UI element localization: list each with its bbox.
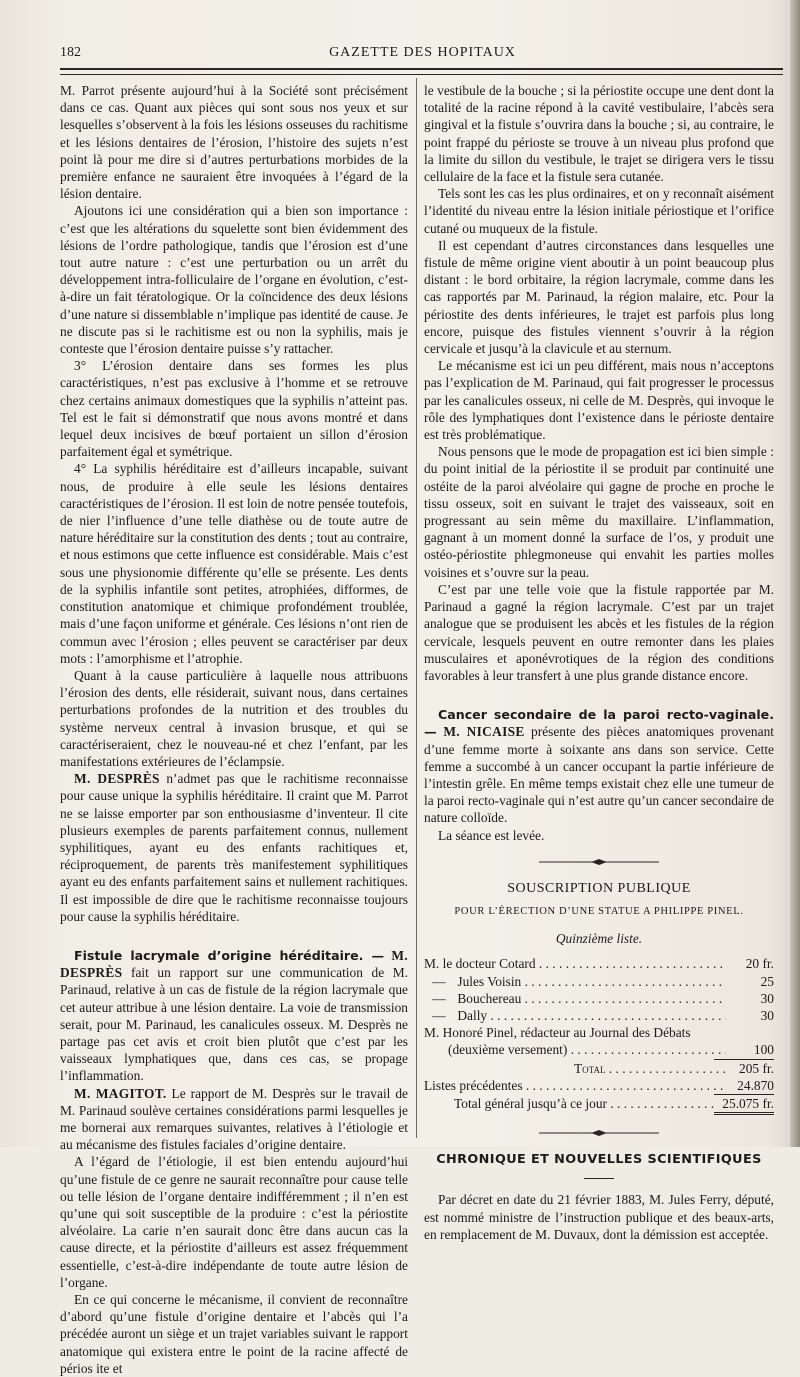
grand-total-amount: 25.075 fr. — [722, 1095, 774, 1111]
section-fistule — [60, 947, 408, 1377]
section-cancer — [424, 706, 774, 844]
section-paragraph — [424, 706, 774, 826]
page-number: 182 — [60, 45, 81, 60]
paragraph — [60, 770, 408, 925]
donor-row — [424, 973, 774, 990]
speaker-name: M. DESPRÈS — [60, 947, 408, 981]
previous-label: Listes précédentes . . . — [424, 1077, 726, 1094]
paragraph: Quant à la cause particulière à laquelle nous attribuons l’érosion des dents, elle résiderait, suivant nous, dans certaines perturbations profondes de la nutrition et des troubles du système nerveux central à invasion brusque, et qui se caractériseraient, chez le nouveau-né et chez l’enfant, par les manifestations extérieures de l’éclampsie. — [60, 667, 408, 769]
header-rule — [60, 68, 783, 75]
paragraph: M. Parrot présente aujourd’hui à la Société sont précisément dans ce cas. Quant aux pièces qui sont sous nos yeux et sur lesquelles s’observent à la fois les lésions osseuses du rachitisme et les lésions dentaires de l’érosion, l’histoire des sujets n’est point là pour me dire si d’autres perturbations morbides de la première enfance ne sauraient être invoquées à l’égard de la lésion dentaire. — [60, 83, 408, 202]
section-title: Fistule lacrymale d’origine héréditaire. — — [74, 947, 385, 963]
subscription-subtitle: POUR L’ÉRECTION D’UNE STATUE A PHILIPPE PINEL. — [454, 905, 744, 917]
paragraph — [60, 1085, 408, 1154]
page-edge — [790, 0, 800, 1147]
donor-row — [424, 990, 774, 1007]
grand-total-row — [424, 1095, 774, 1112]
paragraph-text: présente des pièces anatomiques provenant d’une femme morte à soixante ans dans son service. Cette femme a succombé à un cancer occupant la partie inférieure de l’intestin grêle. En même temps existait chez elle une tumeur de la paroi recto-vaginale qui n’est autre qu’un cancer secondaire de nature colloïde. — [424, 724, 774, 826]
paragraph: le vestibule de la bouche ; si la périostite occupe une dent dont la totalité de la racine répond à la cavité vestibulaire, l’abcès sera gingival et la fistule s’ouvrira dans la bouche ; si, au contraire, le point frappé du périoste se trouve à un niveau plus profond que la limite du sillon du vestibule, le trajet se dirigera vers le tissu cellulaire de la face et la fistule sera cutanée. — [424, 83, 774, 185]
donor-name: — Dally . . . — [424, 1007, 726, 1024]
donor-amount: 30 — [760, 1007, 774, 1023]
list-title: Quinzième liste. — [555, 931, 643, 947]
previous-amount: 24.870 — [737, 1077, 774, 1093]
chronique-title: CHRONIQUE ET NOUVELLES SCIENTIFIQUES — [436, 1152, 762, 1168]
donor-amount: 100 — [753, 1042, 774, 1058]
donor-row — [424, 1041, 774, 1058]
ornament-divider — [539, 858, 659, 866]
ornament-divider — [539, 1129, 659, 1137]
paragraph: Par décret en date du 21 février 1883, M. Jules Ferry, député, est nommé ministre de l’instruction publique et des beaux-arts, en remplacement de M. Duvaux, dont la démission est acceptée. — [424, 1192, 774, 1242]
right-column — [424, 82, 774, 1243]
section-title: Cancer secondaire de la paroi recto-vaginale. — — [424, 707, 774, 740]
subscription-title: SOUSCRIPTION PUBLIQUE — [507, 880, 691, 896]
paragraph: Tels sont les cas les plus ordinaires, et on y reconnaît aisément l’identité du niveau entre la lésion initiale périostique et l’orifice cutané ou muqueux de la fistule. — [424, 186, 774, 236]
donor-name: M. le docteur Cotard . . . — [424, 955, 726, 972]
donor-pinel-line1: M. Honoré Pinel, rédacteur au Journal des Débats — [424, 1025, 691, 1041]
paragraph: Le mécanisme est ici un peu différent, mais nous n’acceptons pas l’explication de M. Parinaud, qui fait progresser le processus par les canalicules osseux, ni celle de M. Desprès, qui invoque le rôle des lymphatiques dont l’existence dans le périoste dentaire est très problématique. — [424, 358, 774, 443]
paragraph: En ce qui concerne le mécanisme, il convient de reconnaître d’abord qu’une fistule d’origine dentaire et l’abcès qui l’a précédée auront un siège et un trajet variables suivant le rapport anatomique qui existera entre le point de la racine affecté de périos ite et — [60, 1292, 408, 1376]
speaker-name: M. NICAISE — [436, 724, 525, 740]
paragraph: 3° L’érosion dentaire dans ses formes les plus caractéristiques, n’est pas exclusive à l’homme et se retrouve chez certains animaux domestiques que la syphilis n’atteint pas. Tel est le fait si démonstratif que nous avons montré et dans lequel deux incisives de bœuf portaient un sillon d’érosion parfaitement égal et symétrique. — [60, 358, 408, 460]
short-rule — [584, 1178, 614, 1179]
paragraph: 4° La syphilis héréditaire est d’ailleurs incapable, suivant nous, de produire à elle seule les lésions dentaires caractéristiques de l’érosion. Il est loin de notre pensée toutefois, de nier l’influence d’une telle diathèse ou de toute autre de nature héréditaire sur la constitution des dents ; tout au contraire, et nous estimons que cette influence est considérable. Mais c’est sous une physionomie différente qu’elle se présente. Les dents de la syphilis infantile sont petites, atrophiées, difformes, de constitution anatomique et chimique profondément troublée, mais d’une façon uniforme et générale. Ces lésions n’ont rien de commun avec l’érosion ; elles peuvent se caractériser par deux mots : l’amorphisme et l’atrophie. — [60, 461, 408, 666]
paragraph: A l’égard de l’étiologie, il est bien entendu aujourd’hui qu’une fistule de ce genre ne saurait reconnaître pour cause telle ou telle lésion de l’organe dentaire indifféremment ; il n’en est qu’une qui soit susceptible de la produire : c’est la périostite alvéolaire. La carie n’en saurait donc être dans aucun cas la cause directe, et la périostite d’ailleurs est assez fréquemment essentielle, c’est-à-dire indépendante de toute autre lésion de l’organe. — [60, 1154, 408, 1290]
donor-row — [424, 955, 774, 972]
subscription-block — [424, 880, 774, 1115]
speaker-name: M. MAGITOT. — [74, 1085, 167, 1101]
running-title: GAZETTE DES HOPITAUX — [329, 45, 516, 60]
paragraph: C’est par une telle voie que la fistule rapportée par M. Parinaud a gagné la région lacrymale. C’est par un trajet analogue que se produisent les abcès et les fistules de la région cervicale, lesquels peuvent en outre remonter dans les plaies musculaires et aponévrotiques de la région des conditions favorables à leur transfert à une plus grande distance encore. — [424, 581, 774, 683]
paragraph-text: Le rapport de M. Desprès sur le travail de M. Parinaud soulève certaines considérations parmi lesquelles je me bornerai aux remarques suivantes, relatives à l’étiologie et au mécanisme des fistules faciales d’origine dentaire. — [60, 1085, 408, 1153]
donor-row — [424, 1007, 774, 1024]
paragraph: Il est cependant d’autres circonstances dans lesquelles une fistule de même origine vient aboutir à un point beaucoup plus distant : le bord orbitaire, la région lacrymale, comme dans les cas rapportés par M. Parinaud, la région malaire, etc. Pour la périostite des dents inférieures, le trajet est parfois plus long encore, puisque des fistules viennent s’ouvrir à la région cervicale et jusqu’à la clavicule et au sternum. — [424, 237, 774, 357]
paragraph: La séance est levée. — [438, 827, 545, 843]
paragraph-text: n’admet pas que le rachitisme reconnaisse pour cause unique la syphilis héréditaire. Il craint que M. Parrot ne se laisse emporter par son enthousiasme d’inventeur. Il cite plusieurs exemples de parents parfaitement connus, nullement syphilitiques, ayant eu des enfants rachitiques et, réciproquement, de parents très manifestement syphilitiques ayant eu des enfants parfaitement sains et nullement rachitiques. Il est impossible de dire que le rachitisme reconnaisse toujours pour cause la syphilis héréditaire. — [60, 771, 408, 924]
left-column — [60, 82, 408, 1377]
paragraph-text: fait un rapport sur une communication de M. Parinaud, relative à un cas de fistule de la région lacrymale que cet auteur attribue à une lésion dentaire. La voie de transmission serait, pour M. Parinaud, les canalicules osseux. M. Desprès ne partage pas cet avis et croit bien plutôt que c’est par les vaisseaux lymphatiques que, dans ces cas, se propage l’inflammation. — [60, 965, 408, 1084]
previous-row — [424, 1077, 774, 1094]
paragraph: Nous pensons que le mode de propagation est ici bien simple : du point initial de la périostite il se produit par continuité une ostéite de la paroi alvéolaire qui gagne de proche en proche le tissu osseux, soit en suivant le trajet des vaisseaux, soit en progressant au sein même du maxillaire. L’inflammation, gagnant à un moment donné la surface de l’os, y produit une ostéo-périostite phlegmoneuse qui envahit les parties molles voisines et s’ouvre sur la peau. — [424, 444, 774, 580]
section-paragraph — [60, 947, 408, 1085]
donor-amount: 30 — [760, 990, 774, 1006]
donor-name: — Bouchereau . . . — [424, 990, 726, 1007]
paragraph: Ajoutons ici une considération qui a bien son importance : c’est que les altérations du squelette sont bien évidemment des lésions de l’ordre pathologique, tandis que l’érosion est d’une tout autre nature : c’est une perturbation ou un arrêt du développement intra-folliculaire de l’organe en évolution, c’est-à-dire un fait tératologique. Or la coïncidence des deux lésions d’une nature si dissemblable n’implique pas identité de cause. Je ne discute pas si le rachitisme est ou non la syphilis, mais je conteste que l’érosion dentaire puisse s’y rattacher. — [60, 203, 408, 357]
speaker-name: M. DESPRÈS — [74, 771, 160, 787]
donor-name: — Jules Voisin . . . — [424, 973, 726, 990]
grand-total-label: Total général jusqu’à ce jour . . . — [424, 1095, 718, 1112]
double-rule — [714, 1112, 774, 1115]
page-header — [60, 45, 785, 67]
total-row — [424, 1060, 774, 1077]
donor-amount: 20 fr. — [745, 956, 774, 972]
donor-name: (deuxième versement) . . . — [424, 1041, 726, 1058]
donor-amount: 25 — [760, 973, 774, 989]
total-label: Total . . . — [424, 1060, 726, 1077]
column-divider — [416, 78, 417, 1138]
total-amount: 205 fr. — [739, 1060, 774, 1076]
